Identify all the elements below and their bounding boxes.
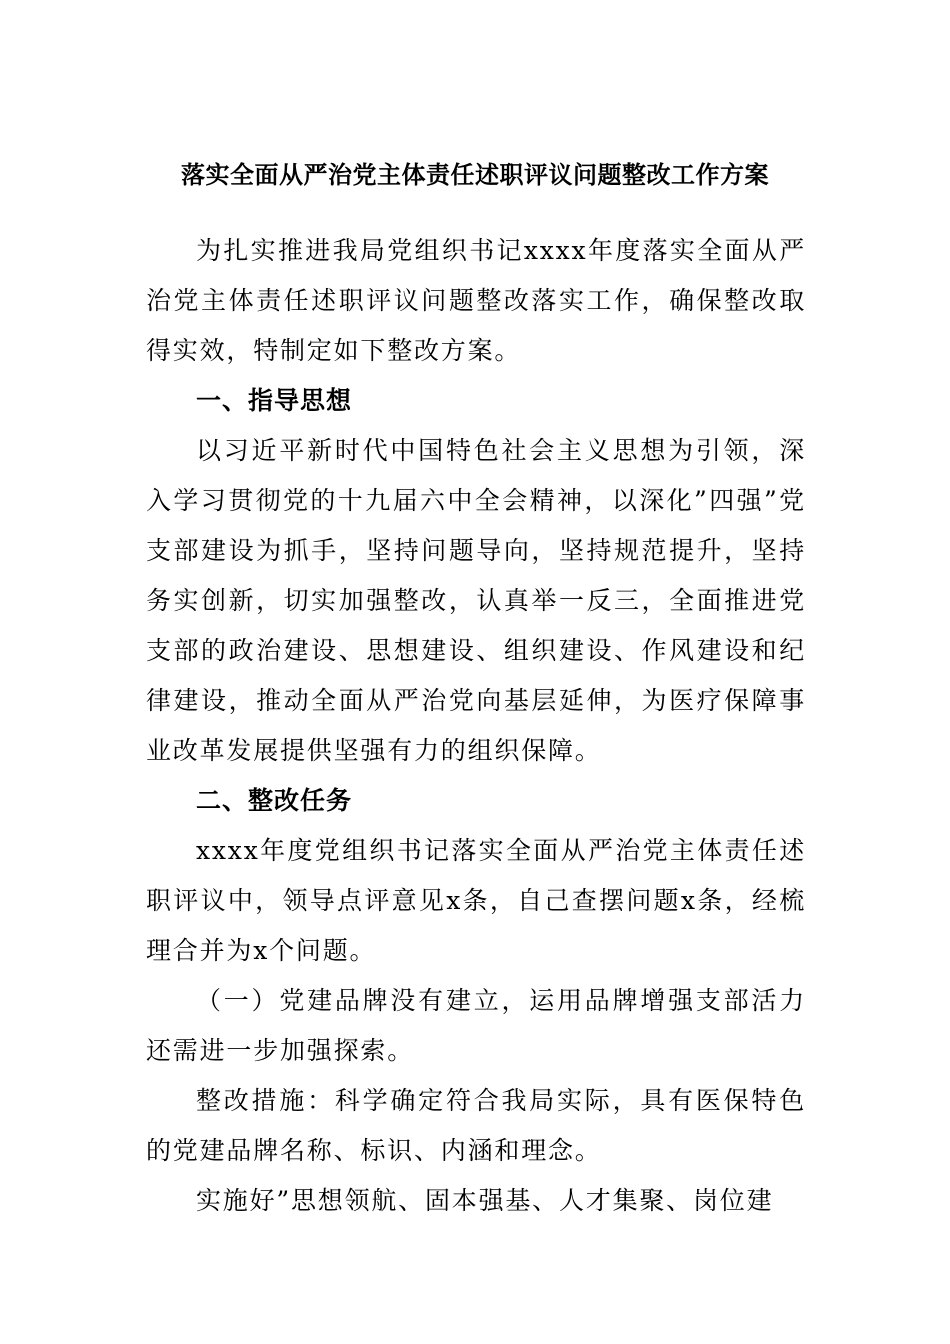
document-body [146, 226, 806, 1226]
rectification-measures-paragraph: 整改措施：科学确定符合我局实际，具有医保特色的党建品牌名称、标识、内涵和理念。 [146, 1086, 806, 1165]
guiding-ideology-paragraph: 以习近平新时代中国特色社会主义思想为引领，深入学习贯彻党的十九届六中全会精神，以深化”四强”党支部建设为抓手，坚持问题导向，坚持规范提升，坚持务实创新，切实加强整改，认真举一反三，全面推进党支部的政治建设、思想建设、组织建设、作风建设和纪律建设，推动全面从严治党向基层延伸，为医疗保障事业改革发展提供坚强有力的组织保障。 [146, 436, 806, 765]
document-title: 落实全面从严治党主体责任述职评议问题整改工作方案 [181, 161, 769, 189]
section-heading-rectification-tasks: 二、整改任务 [196, 786, 353, 815]
implementation-paragraph: 实施好”思想领航、固本强基、人才集聚、岗位建 [196, 1186, 774, 1215]
section-heading-guiding-ideology: 一、指导思想 [196, 386, 353, 415]
rectification-tasks-paragraph: xxxx年度党组织书记落实全面从严治党主体责任述职评议中，领导点评意见x条，自己查摆问题x条，经梳理合并为x个问题。 [146, 836, 806, 965]
intro-paragraph: 为扎实推进我局党组织书记xxxx年度落实全面从严治党主体责任述职评议问题整改落实工作，确保整改取得实效，特制定如下整改方案。 [146, 236, 806, 365]
task-item-1-paragraph: （一）党建品牌没有建立，运用品牌增强支部活力还需进一步加强探索。 [146, 986, 806, 1065]
